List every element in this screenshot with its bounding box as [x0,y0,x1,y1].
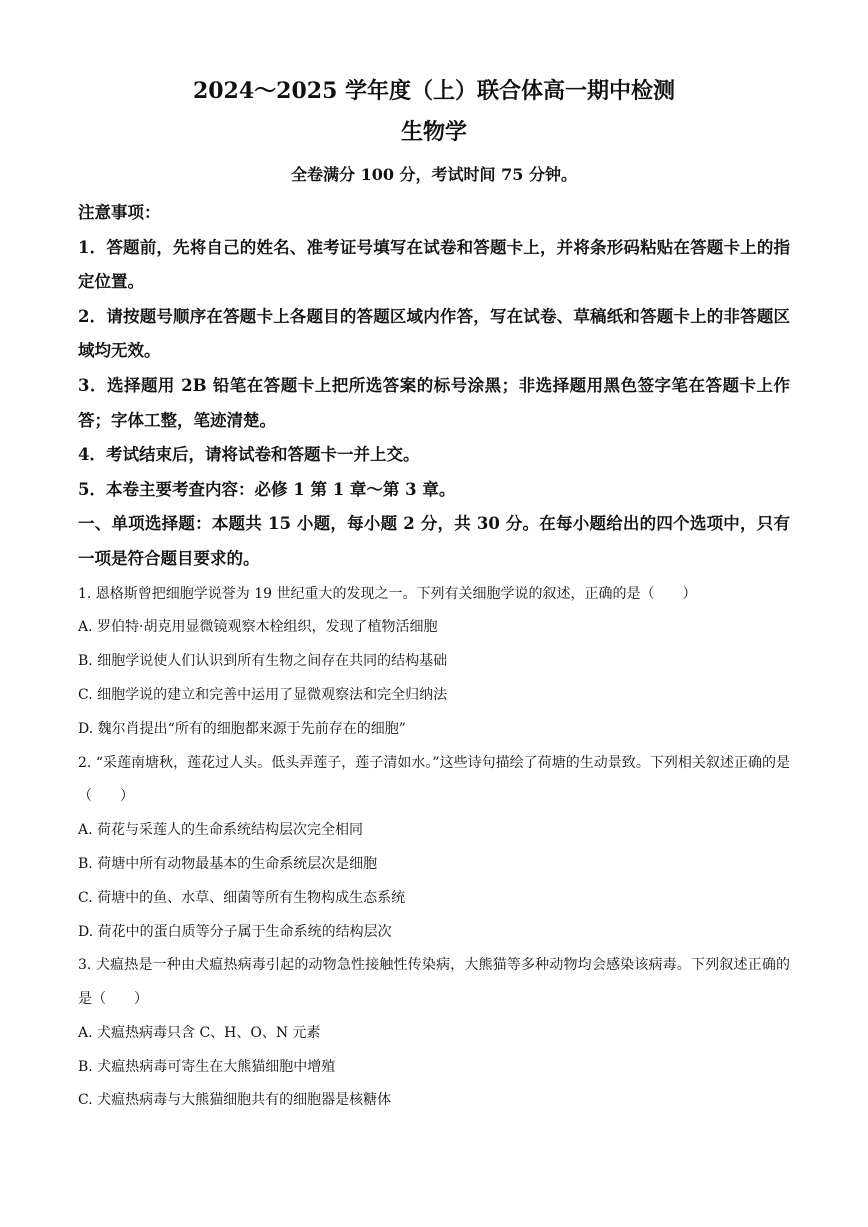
question-option: D. 荷花中的蛋白质等分子属于生命系统的结构层次 [78,923,392,940]
notice-heading: 注意事项： [78,203,161,222]
exam-info: 全卷满分 100 分，考试时间 75 分钟。 [291,165,577,184]
notice-item: 1．答题前，先将自己的姓名、准考证号填写在试卷和答题卡上，并将条形码粘贴在答题卡上的指定位置。 [78,237,790,292]
question-stem: 2. “采莲南塘秋，莲花过人头。低头弄莲子，莲子清如水。”这些诗句描绘了荷塘的生动景致。下列相关叙述正确的是（ ） [78,754,790,805]
notice-item: 3．选择题用 2B 铅笔在答题卡上把所选答案的标号涂黑；非选择题用黑色签字笔在答题卡上作答；字体工整，笔迹清楚。 [78,375,790,430]
question-option: C. 细胞学说的建立和完善中运用了显微观察法和完全归纳法 [78,686,448,703]
question-3 [78,949,790,1118]
question-option: A. 罗伯特·胡克用显微镜观察木栓组织，发现了植物活细胞 [78,619,438,636]
question-option: A. 荷花与采莲人的生命系统结构层次完全相同 [78,822,364,839]
subject-title: 生物学 [400,119,467,145]
question-option: B. 细胞学说使人们认识到所有生物之间存在共同的结构基础 [78,653,448,670]
notice-item: 4．考试结束后，请将试卷和答题卡一并上交。 [78,445,420,465]
question-option: D. 魏尔肖提出“所有的细胞都来源于先前存在的细胞” [78,720,406,737]
question-option: C. 荷塘中的鱼、水草、细菌等所有生物构成生态系统 [78,889,406,906]
question-option: C. 犬瘟热病毒与大熊猫细胞共有的细胞器是核糖体 [78,1092,392,1109]
question-stem: 1. 恩格斯曾把细胞学说誉为 19 世纪重大的发现之一。下列有关细胞学说的叙述，正确的是（ ） [78,585,697,602]
section-heading: 一、单项选择题：本题共 15 小题，每小题 2 分，共 30 分。在每小题给出的四个选项中，只有一项是符合题目要求的。 [78,514,790,568]
notice-section [78,196,790,507]
question-option: B. 犬瘟热病毒可寄生在大熊猫细胞中增殖 [78,1058,336,1075]
question-option: A. 犬瘟热病毒只含 C、H、O、N 元素 [78,1024,321,1041]
question-stem: 3. 犬瘟热是一种由犬瘟热病毒引起的动物急性接触性传染病，大熊猫等多种动物均会感染该病毒。下列叙述正确的是（ ） [78,957,790,1008]
exam-content [78,196,790,1118]
exam-title: 2024～2025 学年度（上）联合体高一期中检测 [192,78,676,104]
question-2 [78,747,790,950]
notice-item: 2．请按题号顺序在答题卡上各题目的答题区域内作答，写在试卷、草稿纸和答题卡上的非答题区域均无效。 [78,306,790,361]
question-1 [78,578,790,747]
question-option: B. 荷塘中所有动物最基本的生命系统层次是细胞 [78,855,378,872]
notice-item: 5．本卷主要考查内容：必修 1 第 1 章～第 3 章。 [78,479,456,499]
